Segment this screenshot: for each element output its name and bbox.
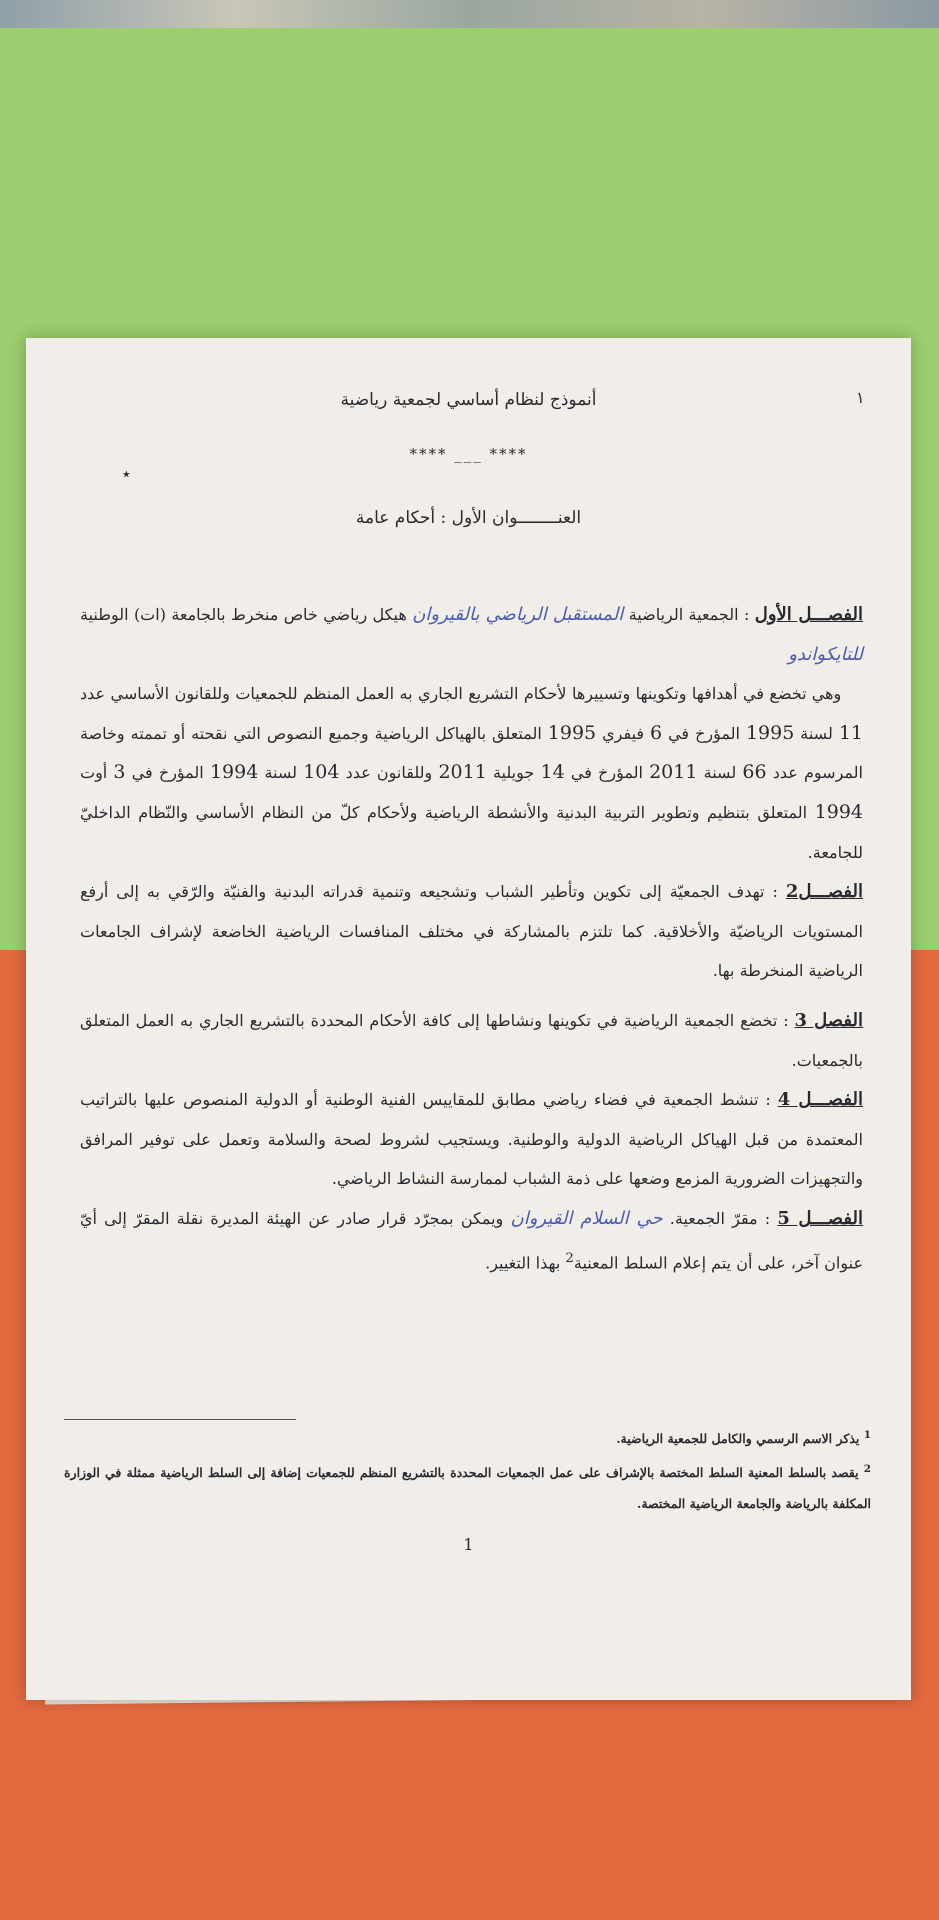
- text: المتعلق بتنظيم وتطوير التربية البدنية والأنشطة الرياضية ولأحكام كلّ من النظام الأساسي والنّظام الداخليّ للجامعة.: [80, 802, 863, 862]
- text: وللقانون عدد: [339, 763, 439, 783]
- text: لسنة: [258, 763, 304, 783]
- text: المؤرخ في: [125, 763, 210, 783]
- text: المؤرخ في: [564, 763, 650, 783]
- article-4-text: : تنشط الجمعية في فضاء رياضي مطابق للمقاييس الفنية الوطنية أو الدولية المنصوص عليها بالتراتيب المعتمدة من قبل الهياكل الرياضية الدولية والوطنية. ويستجيب لشروط لصحة والسلامة وتعمل على توفير المرافق والتجهيزات الضرورية المزمع وضعها على ذمة الشباب لممارسة النشاط الرياضي.: [80, 1090, 864, 1189]
- number: 14: [540, 761, 565, 784]
- article-2-text: : تهدف الجمعيّة إلى تكوين وتأطير الشباب وتشجيعه وتنمية قدراته البدنية والفنيّة والرّقي به إلى أرفع المستويات الرياضيّة والأخلاقية. كما تلتزم بالمشاركة في مختلف المنافسات الرياضية الخاضعة لإشراف الجامعات الرياضية المنخرطة بها.: [80, 882, 863, 981]
- article-5: [80, 1199, 863, 1283]
- article-1-text: هيكل رياضي خاص منخرط بالجامعة (ات) الوطنية: [80, 605, 413, 624]
- text: فيفري: [596, 723, 651, 743]
- section-title: العنــــــــوان الأول : أحكام عامة: [355, 508, 582, 528]
- article-5-text: ويمكن بمجرّد قرار صادر عن الهيئة المديرة نقلة المقرّ إلى أيّ عنوان آخر، على أن يتم إعلام السلط المعنية: [80, 1208, 863, 1272]
- number: 1994: [814, 800, 864, 823]
- footnotes: [64, 1420, 871, 1519]
- text: لسنة: [697, 763, 743, 783]
- footnote-number: 2: [863, 1463, 871, 1476]
- text: المؤرخ في: [662, 723, 746, 743]
- footnote-text: يقصد بالسلط المعنية السلط المختصة بالإشراف على عمل الجمعيات المحددة بالتشريع المنظم للجمعيات إضافة إلى السلط الرياضية ممثلة في الوزارة المكلفة بالرياضة والجامعة الرياضية المختصة.: [64, 1465, 871, 1512]
- text: لسنة: [794, 723, 839, 743]
- number: 104: [303, 761, 340, 784]
- number: 66: [742, 761, 767, 784]
- handwritten-address: حي السلام القيروان: [510, 1207, 663, 1229]
- title-separator: **** ___ ****: [409, 445, 528, 463]
- article-4: [80, 1080, 863, 1199]
- pen-mark: ١: [856, 388, 865, 407]
- footnote: [64, 1454, 871, 1519]
- number: 6: [650, 721, 663, 744]
- number: 1994: [209, 761, 259, 784]
- number: 2011: [649, 761, 698, 784]
- article-3: [80, 1001, 863, 1080]
- footnote-ref: 2: [565, 1250, 574, 1266]
- article-3-text: : تخضع الجمعية الرياضية في تكوينها ونشاطها إلى كافة الأحكام المحددة بالتشريع الجاري به العمل المتعلق بالجمعيات.: [80, 1010, 863, 1070]
- text: وهي تخضع في أهدافها وتكوينها وتسييرها لأحكام التشريع الجاري به العمل المنظم للجمعيات وللقانون الأساسي عدد: [80, 684, 842, 704]
- article-2-label: الفصـــل2: [785, 881, 863, 903]
- article-5-label: الفصـــل 5: [777, 1207, 863, 1229]
- number: 11: [838, 721, 863, 744]
- number: 2011: [438, 761, 487, 784]
- article-3-label: الفصل 3: [794, 1009, 863, 1031]
- pen-mark: ٭: [122, 464, 131, 483]
- document-page: [26, 338, 911, 1700]
- article-1-paragraph-2: [80, 674, 863, 872]
- footnote: [64, 1420, 871, 1454]
- article-1-label: الفصـــل الأول: [754, 604, 863, 625]
- article-1-text: : الجمعية الرياضية: [623, 605, 755, 624]
- document-title: أنموذج لنظام أساسي لجمعية رياضية: [340, 390, 597, 410]
- article-5-text: : مقرّ الجمعية.: [662, 1208, 778, 1228]
- text: جويلية: [486, 763, 541, 783]
- handwritten-club-name: المستقبل الرياضي بالقيروان: [412, 604, 624, 625]
- number: 1995: [547, 721, 597, 744]
- number: 1995: [745, 721, 795, 744]
- handwritten-federation: للتايكواندو: [788, 643, 863, 665]
- number: 3: [113, 761, 126, 784]
- document-body: [80, 595, 863, 1282]
- article-2: [80, 872, 863, 991]
- page-number: 1: [463, 1535, 474, 1554]
- article-1: [80, 595, 863, 674]
- footnote-number: 1: [863, 1429, 871, 1441]
- footnote-text: يذكر الاسم الرسمي والكامل للجمعية الرياضية.: [616, 1431, 864, 1447]
- background-top-strip: [0, 0, 939, 28]
- article-5-text: بهذا التغيير.: [485, 1252, 566, 1272]
- text: أوت: [80, 763, 114, 783]
- article-4-label: الفصـــل 4: [777, 1089, 864, 1111]
- text: المتعلق بالهياكل الرياضية وجميع النصوص التي نقحته أو تممته وخاصة المرسوم عدد: [80, 723, 863, 783]
